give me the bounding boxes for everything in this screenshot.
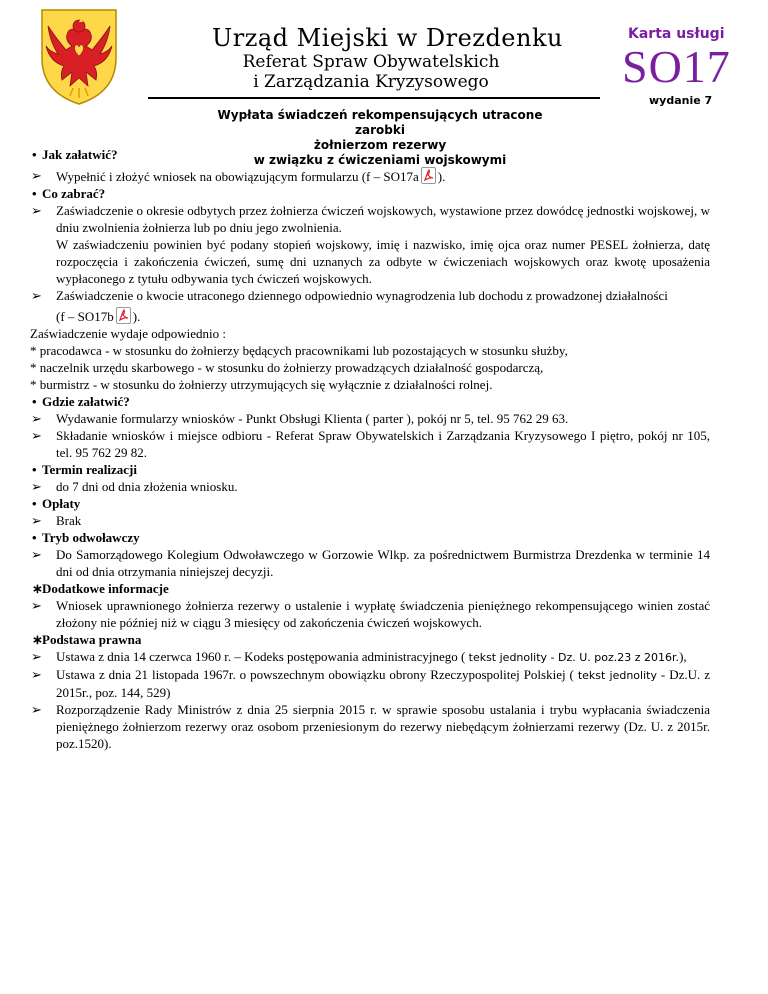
title-line-3: w związku z ćwiczeniami wojskowymi [253, 153, 507, 167]
section-heading-how: • Jak załatwić? [32, 147, 118, 162]
list-item: ➢ Wniosek uprawnionego żołnierza rezerwy o ustalenie i wypłatę świadczenia pieniężnego rekompensującego winien zostać złożony nie później niż w ciągu 3 miesięcy od zakończenia ćwiczeń wojskowych. [31, 598, 710, 630]
arrow-bullet-icon: ➢ [31, 667, 42, 682]
list-item-continuation: (f – SO17b ). [56, 309, 141, 324]
arrow-bullet-icon: ➢ [31, 288, 42, 303]
title-line-1: Wypłata świadczeń rekompensujących utracone zarobki [217, 108, 543, 137]
list-item: ➢ Do Samorządowego Kolegium Odwoławczego w Gorzowie Wlkp. za pośrednictwem Burmistrza Drezdenka w terminie 14 dni od dnia otrzymania niniejszej decyzji. [31, 547, 710, 579]
issuer-intro: Zaświadczenie wydaje odpowiednio : [30, 326, 227, 341]
arrow-bullet-icon: ➢ [31, 428, 42, 443]
arrow-bullet-icon: ➢ [31, 513, 42, 528]
service-content [30, 146, 710, 752]
bullet-dot-icon: ∗ [32, 632, 43, 647]
list-item: ➢ Ustawa z dnia 14 czerwca 1960 r. – Kodeks postępowania administracyjnego ( tekst jednolity - Dz. U. poz.23 z 2016r.), [31, 649, 687, 664]
arrow-bullet-icon: ➢ [31, 547, 42, 562]
list-item: ➢ Rozporządzenie Rady Ministrów z dnia 25 sierpnia 2015 r. w sprawie sposobu ustalania i trybu wypłacania świadczenia pieniężnego żołnierzom rezerwy oraz osobom przeniesionym do rezerwy niebędącym żołnierzami rezerwy (Dz. U. z 2015r. poz.1520). [31, 702, 710, 751]
list-item: ➢ Zaświadczenie o okresie odbytych przez żołnierza ćwiczeń wojskowych, wystawione przez dowódcę jednostki wojskowej, w dniu zwolnienia żołnierza lub po dniu jego zwolnienia. [31, 203, 710, 235]
bullet-dot-icon: • [32, 186, 37, 201]
arrow-bullet-icon: ➢ [31, 203, 42, 218]
list-item-continuation: W zaświadczeniu powinien być podany stopień wojskowy, imię i nazwisko, imię ojca oraz numer PESEL żołnierza, datę rozpoczęcia i zakończenia ćwiczeń, sumę dni uznanych za odbyte w ćwiczeniach wojskowych oraz kwotę uposażenia wypłaconego z tytułu odbywania tych ćwiczeń wojskowych. [56, 237, 710, 286]
section-heading-what: • Co zabrać? [32, 186, 106, 201]
bullet-dot-icon: • [32, 530, 37, 545]
bullet-dot-icon: • [32, 147, 37, 162]
section-heading-fees: • Opłaty [32, 496, 81, 511]
list-item: ➢ Wypełnić i złożyć wniosek na obowiązującym formularzu (f – SO17a ). [31, 168, 446, 184]
arrow-bullet-icon: ➢ [31, 411, 42, 426]
list-item: ➢ Ustawa z dnia 21 listopada 1967r. o powszechnym obowiązku obrony Rzeczypospolitej Polskiej ( tekst jednolity - Dz.U. z 2015r., poz. 144, 529) [31, 667, 710, 700]
section-heading-where: • Gdzie załatwić? [32, 394, 130, 409]
list-item: ➢ do 7 dni od dnia złożenia wniosku. [31, 479, 238, 494]
bullet-dot-icon: • [32, 496, 37, 511]
list-item: ➢ Składanie wniosków i miejsce odbioru - Referat Spraw Obywatelskich i Zarządzania Kryzysowego I piętro, pokój nr 105, tel. 95 762 29 82. [31, 428, 710, 460]
department-name [230, 52, 512, 92]
section-heading-deadline: • Termin realizacji [32, 462, 137, 477]
arrow-bullet-icon: ➢ [31, 479, 42, 494]
bullet-dot-icon: • [32, 394, 37, 409]
arrow-bullet-icon: ➢ [31, 598, 42, 613]
section-heading-legal: ∗Podstawa prawna [32, 632, 142, 647]
list-item: ➢ Brak [31, 513, 82, 528]
bullet-dot-icon: ∗ [32, 581, 43, 596]
list-item: ➢ Zaświadczenie o kwocie utraconego dziennego odpowiednio wynagrodzenia lub dochodu z prowadzonej działalności [31, 288, 668, 303]
issuer-item: * burmistrz - w stosunku do żołnierzy utrzymujących się wyłącznie z działalności rolnej. [30, 377, 493, 392]
card-label: Karta usługi [628, 26, 725, 42]
pdf-file-icon[interactable] [116, 307, 131, 324]
section-heading-appeal: • Tryb odwoławczy [32, 530, 140, 545]
issuer-item: * naczelnik urzędu skarbowego - w stosunku do żołnierzy prowadzących działalność gospodarczą, [30, 360, 544, 375]
arrow-bullet-icon: ➢ [31, 168, 42, 183]
department-line-2: i Zarządzania Kryzysowego [253, 72, 489, 92]
coat-of-arms-logo [38, 6, 120, 106]
issuer-item: * pracodawca - w stosunku do żołnierzy będących pracownikami lub pozostających w stosunku służby, [30, 343, 568, 358]
arrow-bullet-icon: ➢ [31, 649, 42, 664]
edition-label: wydanie 7 [649, 94, 713, 107]
arrow-bullet-icon: ➢ [31, 702, 42, 717]
card-code: SO17 [622, 41, 731, 92]
title-line-2: żołnierzom rezerwy [313, 138, 447, 152]
section-heading-extra: ∗Dodatkowe informacje [32, 581, 169, 596]
bullet-dot-icon: • [32, 462, 37, 477]
department-line-1: Referat Spraw Obywatelskich [242, 52, 500, 72]
office-title: Urząd Miejski w Drezdenku [212, 24, 563, 52]
pdf-file-icon[interactable] [421, 167, 436, 184]
list-item: ➢ Wydawanie formularzy wniosków - Punkt Obsługi Klienta ( parter ), pokój nr 5, tel. 95 762 29 63. [31, 411, 569, 426]
header-divider [148, 97, 600, 99]
